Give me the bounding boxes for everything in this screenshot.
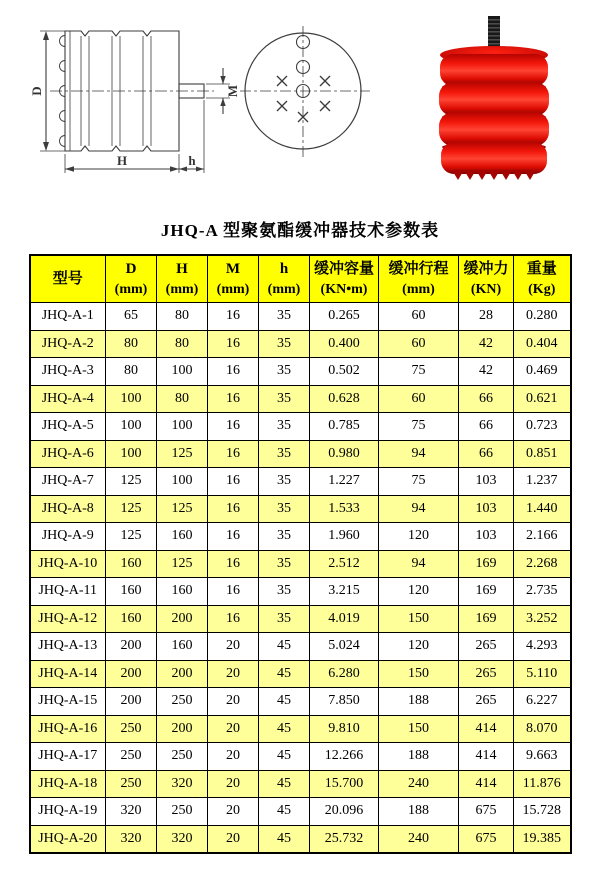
value-cell: 35 — [259, 550, 310, 578]
column-header: 型号 — [30, 255, 106, 303]
value-cell: 16 — [208, 330, 259, 358]
model-cell: JHQ-A-19 — [30, 798, 106, 826]
table-row — [30, 605, 571, 633]
table-row — [30, 358, 571, 386]
value-cell: 45 — [259, 688, 310, 716]
value-cell: 125 — [106, 468, 157, 496]
value-cell: 0.404 — [514, 330, 571, 358]
value-cell: 250 — [106, 715, 157, 743]
value-cell: 12.266 — [310, 743, 379, 771]
value-cell: 5.110 — [514, 660, 571, 688]
model-cell: JHQ-A-14 — [30, 660, 106, 688]
value-cell: 4.019 — [310, 605, 379, 633]
table-row — [30, 660, 571, 688]
value-cell: 1.237 — [514, 468, 571, 496]
value-cell: 100 — [157, 358, 208, 386]
column-header: 缓冲容量 (KN•m) — [310, 255, 379, 303]
value-cell: 0.980 — [310, 440, 379, 468]
value-cell: 80 — [157, 385, 208, 413]
value-cell: 20 — [208, 633, 259, 661]
value-cell: 16 — [208, 303, 259, 331]
value-cell: 200 — [106, 688, 157, 716]
value-cell: 35 — [259, 413, 310, 441]
value-cell: 414 — [459, 715, 514, 743]
value-cell: 2.512 — [310, 550, 379, 578]
value-cell: 675 — [459, 825, 514, 853]
value-cell: 265 — [459, 688, 514, 716]
value-cell: 75 — [379, 358, 459, 386]
value-cell: 150 — [379, 660, 459, 688]
value-cell: 414 — [459, 743, 514, 771]
header-row — [30, 255, 571, 303]
value-cell: 45 — [259, 825, 310, 853]
value-cell: 25.732 — [310, 825, 379, 853]
value-cell: 100 — [106, 440, 157, 468]
side-view-drawing — [22, 14, 240, 194]
value-cell: 75 — [379, 468, 459, 496]
value-cell: 1.533 — [310, 495, 379, 523]
spec-table — [29, 254, 572, 854]
value-cell: 20 — [208, 770, 259, 798]
value-cell: 1.960 — [310, 523, 379, 551]
value-cell: 160 — [157, 523, 208, 551]
model-cell: JHQ-A-3 — [30, 358, 106, 386]
value-cell: 0.785 — [310, 413, 379, 441]
table-row — [30, 495, 571, 523]
value-cell: 160 — [106, 605, 157, 633]
value-cell: 16 — [208, 578, 259, 606]
value-cell: 35 — [259, 578, 310, 606]
value-cell: 15.700 — [310, 770, 379, 798]
value-cell: 125 — [157, 495, 208, 523]
value-cell: 160 — [157, 633, 208, 661]
table-row — [30, 413, 571, 441]
table-body — [30, 303, 571, 854]
value-cell: 66 — [459, 413, 514, 441]
value-cell: 320 — [106, 798, 157, 826]
value-cell: 250 — [157, 743, 208, 771]
table-row — [30, 385, 571, 413]
value-cell: 150 — [379, 605, 459, 633]
product-photo — [420, 10, 572, 192]
value-cell: 5.024 — [310, 633, 379, 661]
value-cell: 188 — [379, 798, 459, 826]
value-cell: 35 — [259, 440, 310, 468]
model-cell: JHQ-A-6 — [30, 440, 106, 468]
value-cell: 20 — [208, 825, 259, 853]
value-cell: 120 — [379, 578, 459, 606]
value-cell: 250 — [106, 743, 157, 771]
value-cell: 16 — [208, 605, 259, 633]
value-cell: 45 — [259, 715, 310, 743]
value-cell: 60 — [379, 303, 459, 331]
table-row — [30, 688, 571, 716]
value-cell: 120 — [379, 523, 459, 551]
value-cell: 8.070 — [514, 715, 571, 743]
value-cell: 20.096 — [310, 798, 379, 826]
value-cell: 80 — [157, 330, 208, 358]
value-cell: 66 — [459, 440, 514, 468]
value-cell: 0.469 — [514, 358, 571, 386]
value-cell: 20 — [208, 798, 259, 826]
threaded-stud-icon — [488, 16, 500, 50]
value-cell: 2.268 — [514, 550, 571, 578]
column-header: 缓冲行程 (mm) — [379, 255, 459, 303]
model-cell: JHQ-A-5 — [30, 413, 106, 441]
value-cell: 250 — [106, 770, 157, 798]
value-cell: 0.628 — [310, 385, 379, 413]
table-row — [30, 550, 571, 578]
table-row — [30, 770, 571, 798]
table-row — [30, 825, 571, 853]
value-cell: 28 — [459, 303, 514, 331]
table-row — [30, 523, 571, 551]
column-header: M (mm) — [208, 255, 259, 303]
value-cell: 0.502 — [310, 358, 379, 386]
value-cell: 66 — [459, 385, 514, 413]
value-cell: 45 — [259, 633, 310, 661]
value-cell: 16 — [208, 495, 259, 523]
model-cell: JHQ-A-10 — [30, 550, 106, 578]
dim-label-stud-height: h — [188, 153, 196, 168]
column-header: H (mm) — [157, 255, 208, 303]
value-cell: 265 — [459, 660, 514, 688]
buffer-body — [439, 46, 549, 180]
table-head — [30, 255, 571, 303]
top-view-drawing — [238, 16, 388, 166]
value-cell: 125 — [106, 495, 157, 523]
value-cell: 42 — [459, 330, 514, 358]
value-cell: 188 — [379, 743, 459, 771]
value-cell: 60 — [379, 330, 459, 358]
value-cell: 169 — [459, 550, 514, 578]
table-row — [30, 440, 571, 468]
value-cell: 35 — [259, 303, 310, 331]
value-cell: 35 — [259, 605, 310, 633]
model-cell: JHQ-A-16 — [30, 715, 106, 743]
model-cell: JHQ-A-12 — [30, 605, 106, 633]
value-cell: 16 — [208, 385, 259, 413]
value-cell: 200 — [157, 660, 208, 688]
model-cell: JHQ-A-18 — [30, 770, 106, 798]
value-cell: 2.166 — [514, 523, 571, 551]
dim-label-thread: M — [225, 84, 240, 98]
value-cell: 100 — [157, 468, 208, 496]
value-cell: 16 — [208, 440, 259, 468]
page-title: JHQ-A 型聚氨酯缓冲器技术参数表 — [160, 221, 440, 240]
value-cell: 100 — [157, 413, 208, 441]
value-cell: 75 — [379, 413, 459, 441]
value-cell: 250 — [157, 798, 208, 826]
value-cell: 4.293 — [514, 633, 571, 661]
value-cell: 0.723 — [514, 413, 571, 441]
value-cell: 11.876 — [514, 770, 571, 798]
table-row — [30, 743, 571, 771]
value-cell: 35 — [259, 330, 310, 358]
column-header: 重量 (Kg) — [514, 255, 571, 303]
value-cell: 1.440 — [514, 495, 571, 523]
value-cell: 320 — [106, 825, 157, 853]
model-cell: JHQ-A-13 — [30, 633, 106, 661]
value-cell: 65 — [106, 303, 157, 331]
value-cell: 9.663 — [514, 743, 571, 771]
value-cell: 160 — [106, 578, 157, 606]
model-cell: JHQ-A-20 — [30, 825, 106, 853]
value-cell: 160 — [157, 578, 208, 606]
value-cell: 125 — [157, 550, 208, 578]
value-cell: 16 — [208, 523, 259, 551]
model-cell: JHQ-A-7 — [30, 468, 106, 496]
value-cell: 265 — [459, 633, 514, 661]
table-row — [30, 715, 571, 743]
value-cell: 150 — [379, 715, 459, 743]
value-cell: 320 — [157, 770, 208, 798]
value-cell: 35 — [259, 358, 310, 386]
value-cell: 100 — [106, 385, 157, 413]
value-cell: 16 — [208, 358, 259, 386]
table-row — [30, 633, 571, 661]
value-cell: 200 — [106, 660, 157, 688]
value-cell: 100 — [106, 413, 157, 441]
value-cell: 60 — [379, 385, 459, 413]
model-cell: JHQ-A-11 — [30, 578, 106, 606]
value-cell: 3.252 — [514, 605, 571, 633]
value-cell: 45 — [259, 798, 310, 826]
value-cell: 45 — [259, 743, 310, 771]
value-cell: 200 — [157, 715, 208, 743]
value-cell: 0.400 — [310, 330, 379, 358]
value-cell: 80 — [106, 358, 157, 386]
value-cell: 320 — [157, 825, 208, 853]
value-cell: 103 — [459, 495, 514, 523]
model-cell: JHQ-A-4 — [30, 385, 106, 413]
value-cell: 250 — [157, 688, 208, 716]
value-cell: 7.850 — [310, 688, 379, 716]
value-cell: 20 — [208, 715, 259, 743]
table-row — [30, 303, 571, 331]
value-cell: 2.735 — [514, 578, 571, 606]
model-cell: JHQ-A-2 — [30, 330, 106, 358]
value-cell: 0.265 — [310, 303, 379, 331]
value-cell: 103 — [459, 468, 514, 496]
table-row — [30, 468, 571, 496]
table-row — [30, 578, 571, 606]
value-cell: 3.215 — [310, 578, 379, 606]
dim-label-diameter: D — [29, 86, 44, 96]
value-cell: 200 — [106, 633, 157, 661]
model-cell: JHQ-A-1 — [30, 303, 106, 331]
value-cell: 16 — [208, 413, 259, 441]
value-cell: 0.851 — [514, 440, 571, 468]
value-cell: 160 — [106, 550, 157, 578]
model-cell: JHQ-A-8 — [30, 495, 106, 523]
dim-label-height: H — [116, 153, 128, 168]
value-cell: 240 — [379, 770, 459, 798]
value-cell: 675 — [459, 798, 514, 826]
model-cell: JHQ-A-17 — [30, 743, 106, 771]
value-cell: 45 — [259, 770, 310, 798]
value-cell: 125 — [106, 523, 157, 551]
column-header: D (mm) — [106, 255, 157, 303]
value-cell: 16 — [208, 468, 259, 496]
value-cell: 94 — [379, 440, 459, 468]
value-cell: 20 — [208, 660, 259, 688]
value-cell: 94 — [379, 550, 459, 578]
model-cell: JHQ-A-15 — [30, 688, 106, 716]
value-cell: 19.385 — [514, 825, 571, 853]
value-cell: 125 — [157, 440, 208, 468]
value-cell: 80 — [157, 303, 208, 331]
value-cell: 20 — [208, 688, 259, 716]
value-cell: 16 — [208, 550, 259, 578]
value-cell: 188 — [379, 688, 459, 716]
figures-row — [0, 0, 600, 198]
table-row — [30, 330, 571, 358]
value-cell: 1.227 — [310, 468, 379, 496]
value-cell: 120 — [379, 633, 459, 661]
value-cell: 94 — [379, 495, 459, 523]
column-header: h (mm) — [259, 255, 310, 303]
value-cell: 35 — [259, 495, 310, 523]
value-cell: 6.280 — [310, 660, 379, 688]
value-cell: 414 — [459, 770, 514, 798]
value-cell: 45 — [259, 660, 310, 688]
value-cell: 6.227 — [514, 688, 571, 716]
value-cell: 169 — [459, 578, 514, 606]
value-cell: 80 — [106, 330, 157, 358]
value-cell: 103 — [459, 523, 514, 551]
value-cell: 35 — [259, 523, 310, 551]
column-header: 缓冲力 (KN) — [459, 255, 514, 303]
value-cell: 42 — [459, 358, 514, 386]
value-cell: 35 — [259, 468, 310, 496]
value-cell: 240 — [379, 825, 459, 853]
model-cell: JHQ-A-9 — [30, 523, 106, 551]
value-cell: 0.621 — [514, 385, 571, 413]
value-cell: 9.810 — [310, 715, 379, 743]
value-cell: 35 — [259, 385, 310, 413]
value-cell: 200 — [157, 605, 208, 633]
table-row — [30, 798, 571, 826]
value-cell: 0.280 — [514, 303, 571, 331]
value-cell: 169 — [459, 605, 514, 633]
value-cell: 15.728 — [514, 798, 571, 826]
value-cell: 20 — [208, 743, 259, 771]
bolt-cross-marks — [277, 76, 330, 122]
